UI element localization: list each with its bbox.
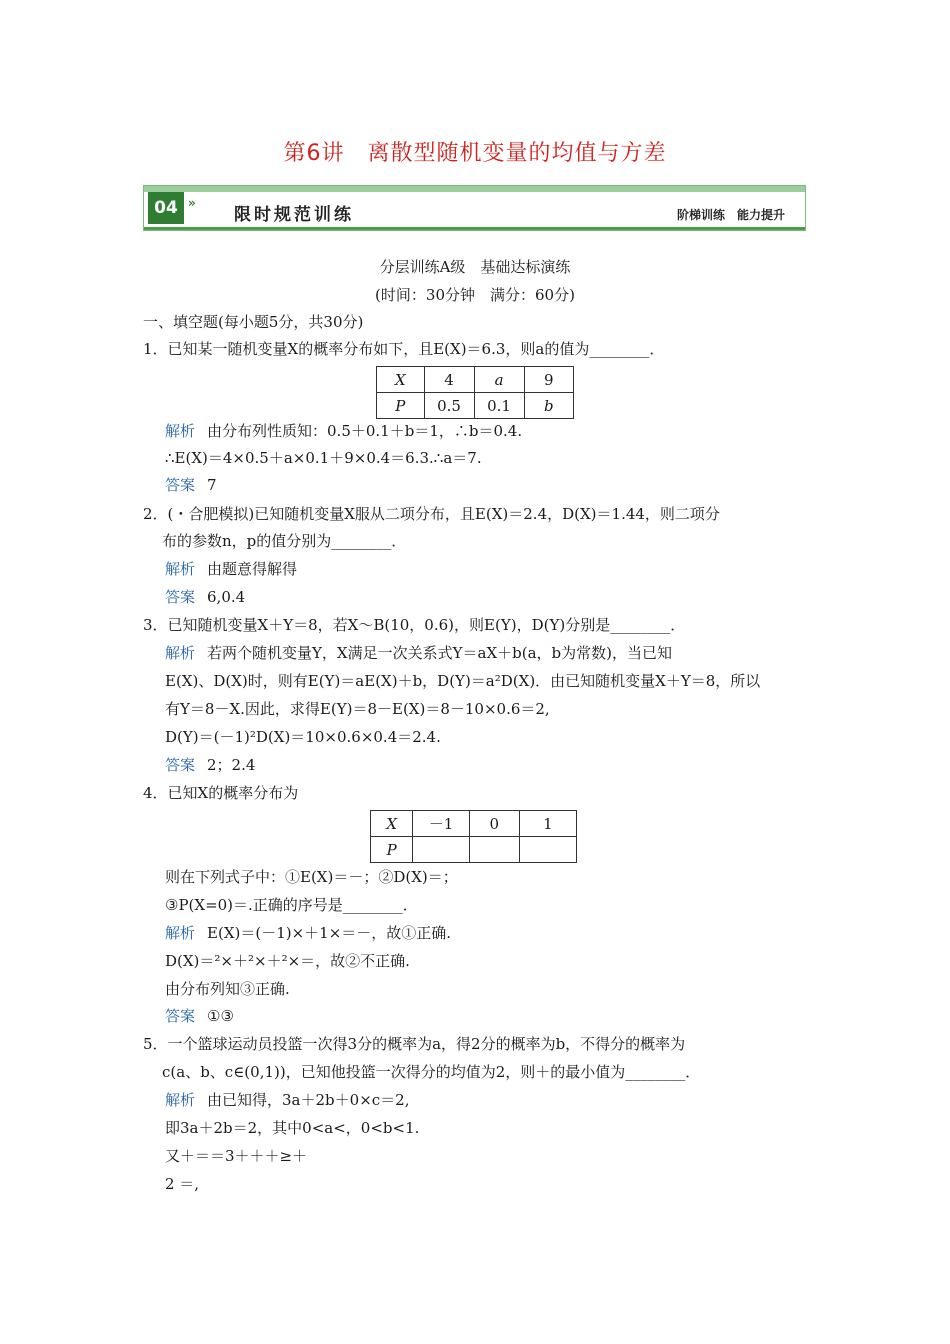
table-cell: X [371,811,413,837]
q1-analysis-1: 由分布列性质知：0.5＋0.1＋b＝1，∴b＝0.4. [207,422,523,440]
banner-top-bar [144,186,805,192]
analysis-label: 解析 [165,644,196,662]
chevron-right-icon: » [188,196,196,210]
answer-label: 答案 [165,476,196,494]
analysis-label: 解析 [165,560,196,578]
section-heading: 一、填空题(每小题5分，共30分) [143,313,364,331]
table-cell: P [371,837,413,863]
q2-analysis-text: 由题意得解得 [207,560,298,578]
q4-analysis-3: 由分布列知③正确. [165,980,290,998]
table-row [377,393,574,419]
q5-analysis [165,1090,409,1110]
table-cell: b [524,393,573,419]
table-cell: 0.1 [474,393,524,419]
table-row [377,367,574,393]
table-cell: 0 [469,811,519,837]
q4-analysis-1: E(X)＝(－1)×＋1×＝－，故①正确. [207,924,452,942]
q2-analysis [165,559,297,579]
q1-answer [165,475,217,495]
q4-analysis [165,923,451,943]
table-cell [519,837,576,863]
table-cell: P [377,393,425,419]
table-cell [469,837,519,863]
banner-bottom-line [144,227,805,230]
q1-text: 1．已知某一随机变量X的概率分布如下，且E(X)＝6.3，则a的值为________． [143,340,665,358]
banner-label: 限时规范训练 [234,205,354,225]
q3-text: 3．已知随机变量X＋Y＝8，若X～B(10，0.6)，则E(Y)，D(Y)分别是________． [143,616,686,634]
page-title: 第6讲 离散型随机变量的均值与方差 [283,141,667,166]
table-cell: 1 [519,811,576,837]
time-info: (时间：30分钟 满分：60分) [375,286,575,304]
q5-text-1: 5．一个篮球运动员投篮一次得3分的概率为a，得2分的概率为b，不得分的概率为 [143,1035,686,1053]
answer-label: 答案 [165,588,196,606]
answer-label: 答案 [165,756,196,774]
table-row [371,811,577,837]
q4-text-3: ③P(X=0)＝.正确的序号是________． [165,896,418,914]
q3-analysis [165,643,672,663]
q4-text-2: 则在下列式子中：①E(X)＝－；②D(X)＝； [165,868,458,886]
table-cell: X [377,367,425,393]
q3-answer [165,755,255,775]
section-banner [143,185,806,231]
table-row [371,837,577,863]
q1-analysis [165,421,522,441]
q2-answer [165,587,245,607]
analysis-label: 解析 [165,422,196,440]
answer-label: 答案 [165,1007,196,1025]
q3-analysis-1: 若两个随机变量Y，X满足一次关系式Y＝aX＋b(a，b为常数)，当已知 [207,644,672,662]
q1-answer-value: 7 [207,476,217,494]
q3-analysis-4: D(Y)＝(－1)²D(X)＝10×0.6×0.4＝2.4. [165,728,441,746]
table-cell: 9 [524,367,573,393]
table-cell: 0.5 [424,393,474,419]
q4-analysis-2: D(X)＝²×＋²×＋²×＝，故②不正确. [165,952,410,970]
q5-analysis-4: 2 ＝, [165,1175,200,1193]
q5-analysis-1: 由已知得，3a＋2b＋0×c＝2, [207,1091,410,1109]
q1-analysis-2: ∴E(X)＝4×0.5＋a×0.1＋9×0.4＝6.3.∴a＝7. [165,449,482,467]
q3-analysis-3: 有Y＝8－X.因此，求得E(Y)＝8－E(X)＝8－10×0.6＝2, [165,700,550,718]
table-cell: －1 [413,811,469,837]
q4-text: 4．已知X的概率分布为 [143,784,299,802]
q4-distribution-table [370,810,577,863]
q2-text-2: 布的参数n，p的值分别为________． [162,532,407,550]
q3-analysis-2: E(X)、D(X)时，则有E(Y)＝aE(X)＋b，D(Y)＝a²D(X)．由已知随机变量X＋Y＝8，所以 [165,672,761,690]
analysis-label: 解析 [165,1091,196,1109]
table-cell [413,837,469,863]
q4-answer-value: ①③ [207,1007,234,1025]
q5-analysis-2: 即3a＋2b＝2，其中0<a<，0<b<1. [165,1119,420,1137]
q2-answer-value: 6,0.4 [207,588,246,606]
q3-answer-value: 2；2.4 [207,756,256,774]
q5-analysis-3: 又＋＝＝3＋＋＋≥＋ [165,1147,308,1165]
q2-text-1: 2．(・合肥模拟)已知随机变量X服从二项分布，且E(X)＝2.4，D(X)＝1.44，则二项分 [143,505,720,523]
banner-right-label: 阶梯训练 能力提升 [676,208,785,222]
banner-tag: 04 [148,192,184,224]
level-heading: 分层训练A级 基础达标演练 [379,258,571,276]
table-cell: a [474,367,524,393]
table-cell: 4 [424,367,474,393]
q5-text-2: c(a、b、c∈(0,1))，已知他投篮一次得分的均值为2，则＋的最小值为________． [162,1063,701,1081]
analysis-label: 解析 [165,924,196,942]
q1-distribution-table [376,366,574,419]
q4-answer [165,1006,234,1026]
